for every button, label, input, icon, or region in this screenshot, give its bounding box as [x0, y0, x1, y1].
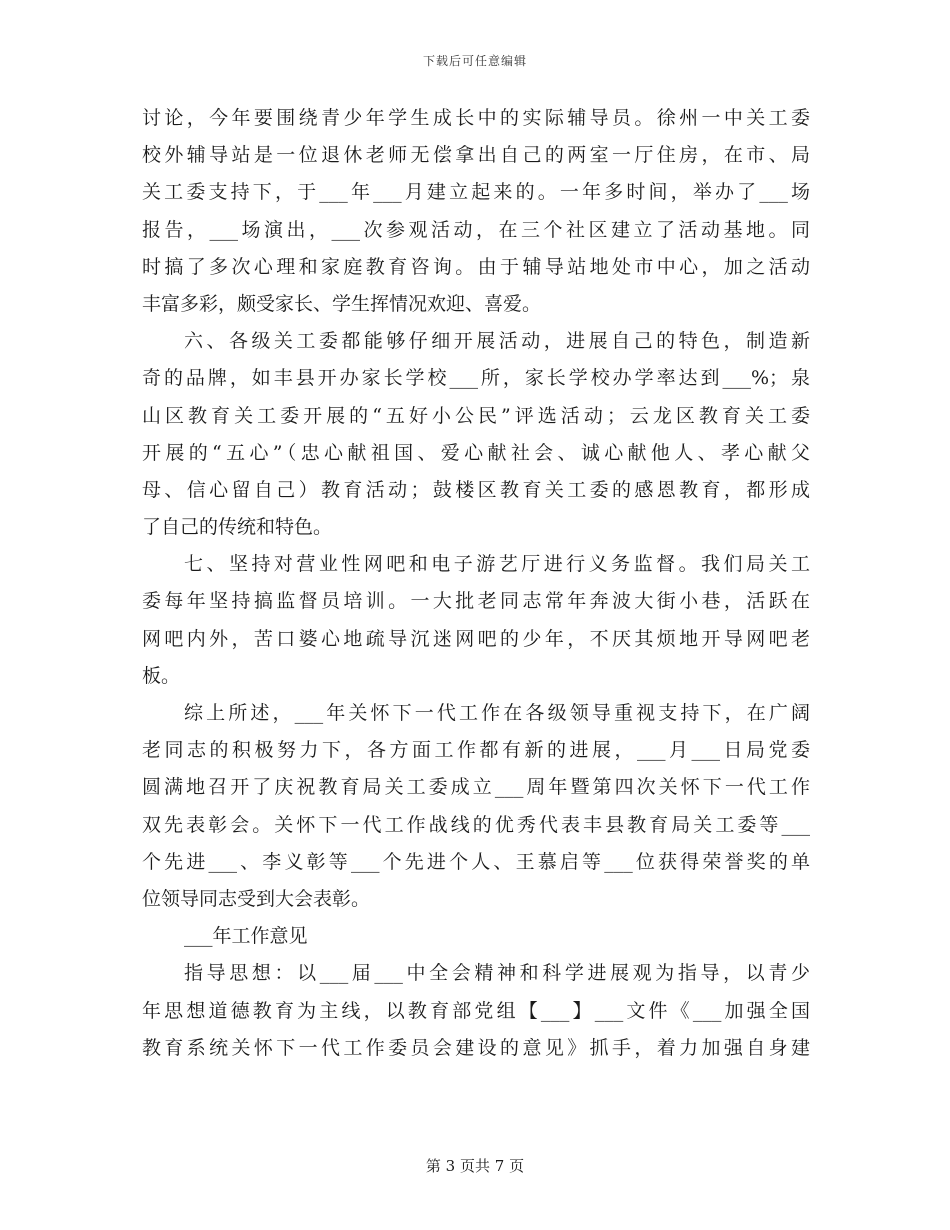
text-line: 个先进___、李义彰等___个先进个人、王慕启等___位获得荣誉奖的单 [142, 850, 810, 873]
paragraph-seven-start: 七、坚持对营业性网吧和电子游艺厅进行义务监督。我们局关工 [184, 553, 810, 576]
guiding-thought-start: 指导思想：以___届___中全会精神和科学进展观为指导，以青少 [184, 962, 810, 985]
text-line: 开展的“五心”（忠心献祖国、爱心献社会、诚心献他人、孝心献父 [142, 441, 810, 464]
text-line: 时搞了多次心理和家庭教育咨询。由于辅导站地处市中心，加之活动 [142, 255, 810, 278]
text-line: 委每年坚持搞监督员培训。一大批老同志常年奔波大街小巷，活跃在 [142, 590, 810, 613]
document-body [142, 100, 810, 1067]
text-line: 双先表彰会。关怀下一代工作战线的优秀代表丰县教育局关工委等___ [142, 813, 810, 836]
page-number-footer: 第 3 页共 7 页 [425, 1157, 525, 1175]
text-line: 报告，___场演出，___次参观活动，在三个社区建立了活动基地。同 [142, 218, 810, 241]
section-heading: ___年工作意见 [184, 925, 308, 948]
page-header-note: 下载后可任意编辑 [422, 54, 527, 68]
text-line: 丰富多彩，颇受家长、学生挥情况欢迎、喜爱。 [142, 292, 542, 315]
text-line: 了自己的传统和特色。 [142, 516, 333, 539]
text-line: 山区教育关工委开展的“五好小公民”评选活动；云龙区教育关工委 [142, 404, 810, 427]
text-line: 板。 [142, 664, 181, 687]
text-line: 关工委支持下，于___年___月建立起来的。一年多时间，举办了___场 [142, 181, 810, 204]
text-line: 网吧内外，苦口婆心地疏导沉迷网吧的少年，不厌其烦地开导网吧老 [142, 627, 810, 650]
text-line: 教育系统关怀下一代工作委员会建设的意见》抓手，着力加强自身建 [142, 1036, 810, 1059]
summary-paragraph-start: 综上所述，___年关怀下一代工作在各级领导重视支持下，在广阔 [184, 702, 810, 724]
text-line: 讨论，今年要围绕青少年学生成长中的实际辅导员。徐州一中关工委 [142, 107, 810, 129]
text-line: 校外辅导站是一位退休老师无偿拿出自己的两室一厅住房，在市、局 [142, 144, 810, 167]
text-line: 年思想道德教育为主线，以教育部党组【___】___文件《___加强全国 [142, 999, 810, 1022]
paragraph-six-start: 六、各级关工委都能够仔细开展活动，进展自己的特色，制造新 [184, 330, 810, 353]
text-line: 母、信心留自己）教育活动；鼓楼区教育关工委的感恩教育，都形成 [142, 478, 810, 501]
text-line: 位领导同志受到大会表彰。 [142, 887, 371, 910]
text-line: 奇的品牌，如丰县开办家长学校___所，家长学校办学率达到___%；泉 [142, 367, 810, 390]
text-line: 老同志的积极努力下，各方面工作都有新的进展，___月___日局党委 [142, 739, 810, 762]
text-line: 圆满地召开了庆祝教育局关工委成立___周年暨第四次关怀下一代工作 [142, 776, 810, 799]
